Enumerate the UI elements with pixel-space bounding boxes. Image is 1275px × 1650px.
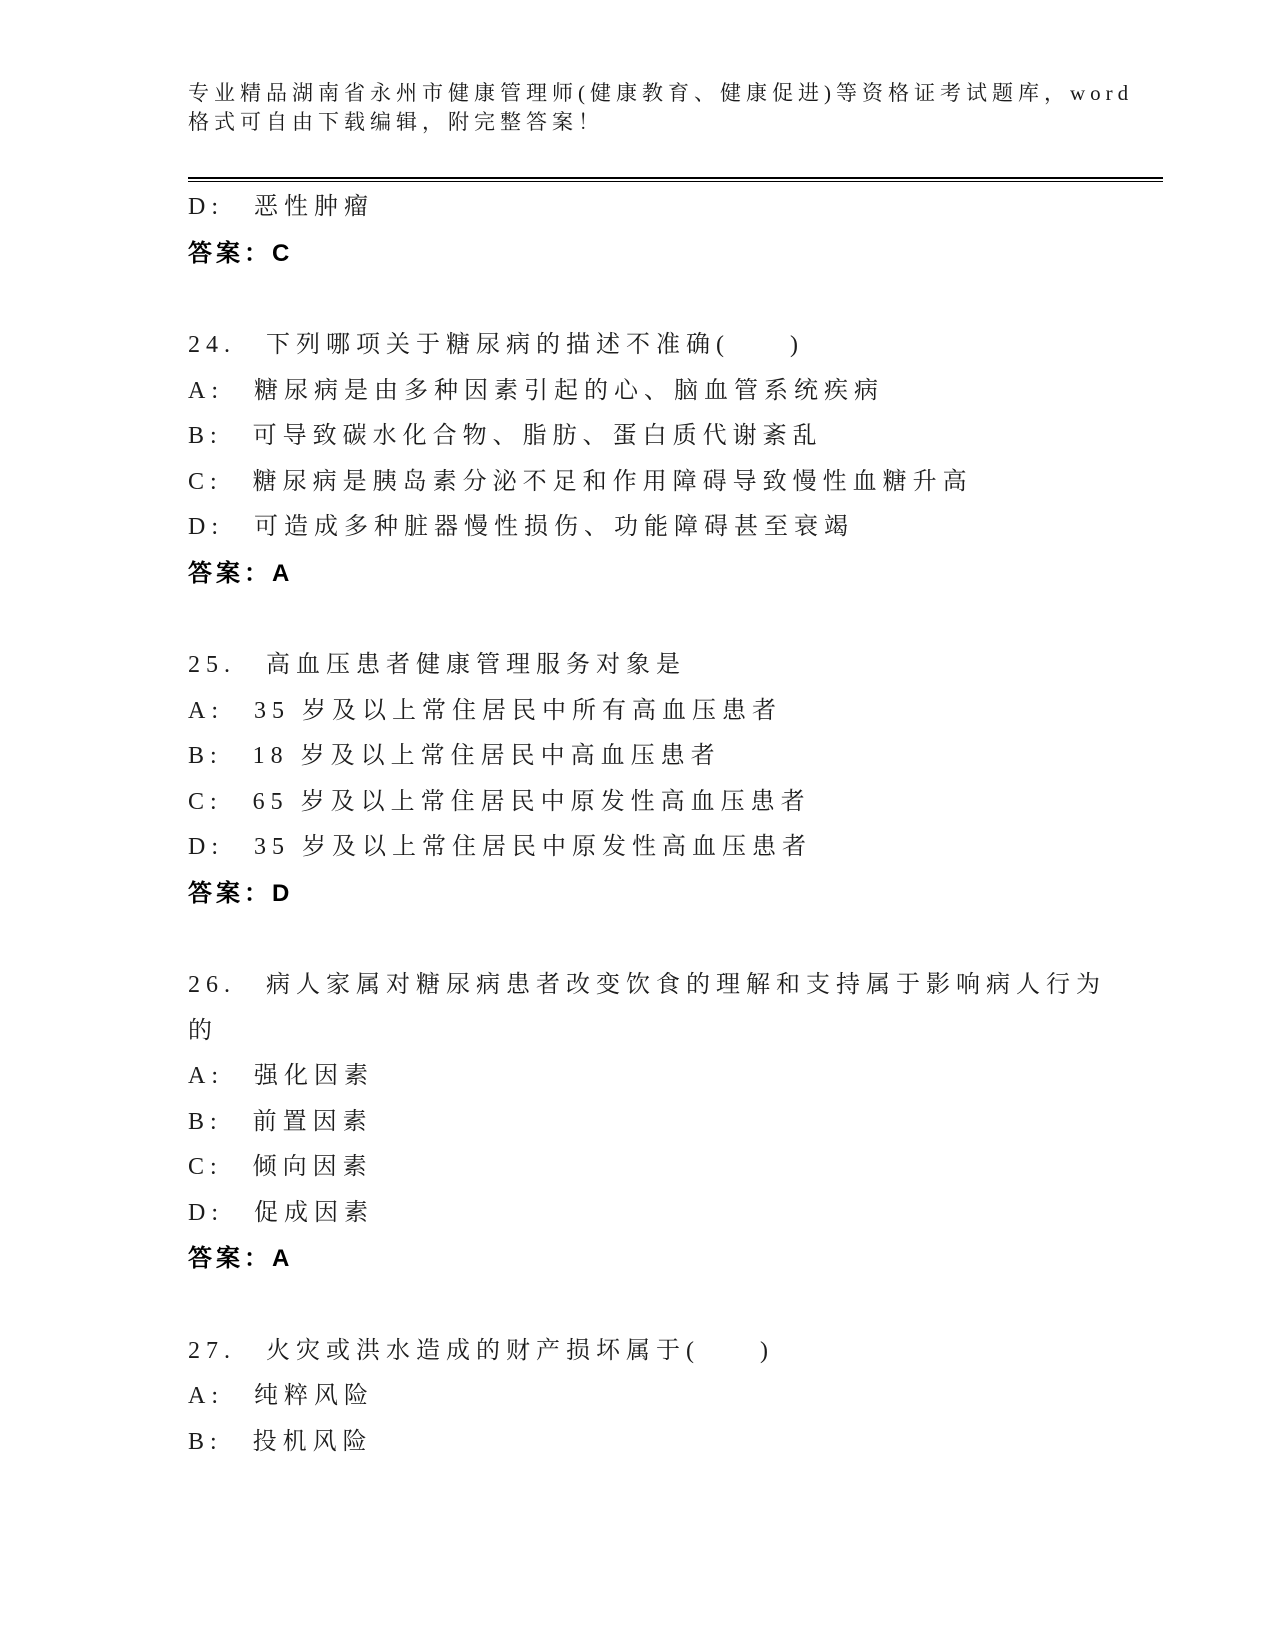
question-27-option-b: B: 投机风险: [188, 1428, 373, 1455]
question-24-answer: 答案：A: [188, 559, 294, 587]
question-26-title-line-1: 26. 病人家属对糖尿病患者改变饮食的理解和支持属于影响病人行为: [188, 972, 1106, 998]
document-header: [188, 79, 1163, 137]
question-24-title: 24. 下列哪项关于糖尿病的描述不准确( ): [188, 332, 804, 358]
question-23-option-d: D: 恶性肿瘤: [188, 194, 374, 220]
question-25-option-d: D: 35 岁及以上常住居民中原发性高血压患者: [188, 834, 812, 860]
question-gap: [188, 916, 1163, 963]
question-24-option-d: D: 可造成多种脏器慢性损伤、功能障碍甚至衰竭: [188, 514, 854, 540]
header-double-rule: [188, 177, 1163, 182]
question-23-answer: 答案：C: [188, 239, 294, 267]
question-24-option-b: B: 可导致碳水化合物、脂肪、蛋白质代谢紊乱: [188, 423, 823, 449]
question-gap: [188, 596, 1163, 643]
question-27-title: 27. 火灾或洪水造成的财产损坏属于( ): [188, 1337, 774, 1364]
question-25-option-c: C: 65 岁及以上常住居民中原发性高血压患者: [188, 788, 811, 815]
question-24-option-c: C: 糖尿病是胰岛素分泌不足和作用障碍导致慢性血糖升高: [188, 468, 973, 495]
question-25-option-b: B: 18 岁及以上常住居民中高血压患者: [188, 743, 721, 769]
question-body: [188, 185, 1163, 1465]
question-26-option-a: A: 强化因素: [188, 1063, 374, 1089]
question-26-answer: 答案：A: [188, 1245, 294, 1272]
question-25-answer: 答案：D: [188, 879, 294, 907]
question-25-title: 25. 高血压患者健康管理服务对象是: [188, 652, 686, 678]
question-26-option-b: B: 前置因素: [188, 1108, 373, 1135]
question-26-title-line-2: 的: [188, 1017, 218, 1044]
question-26-option-c: C: 倾向因素: [188, 1154, 373, 1180]
question-gap: [188, 276, 1163, 323]
header-line-2: 格式可自由下载编辑，附完整答案！: [188, 110, 604, 134]
question-26-option-d: D: 促成因素: [188, 1199, 374, 1226]
question-24-option-a: A: 糖尿病是由多种因素引起的心、脑血管系统疾病: [188, 377, 884, 404]
question-gap: [188, 1282, 1163, 1329]
page-content: [188, 79, 1163, 1465]
question-25-option-a: A: 35 岁及以上常住居民中所有高血压患者: [188, 697, 782, 724]
question-27-option-a: A: 纯粹风险: [188, 1383, 374, 1409]
header-line-1: 专业精品湖南省永州市健康管理师(健康教育、健康促进)等资格证考试题库，word: [188, 81, 1134, 105]
